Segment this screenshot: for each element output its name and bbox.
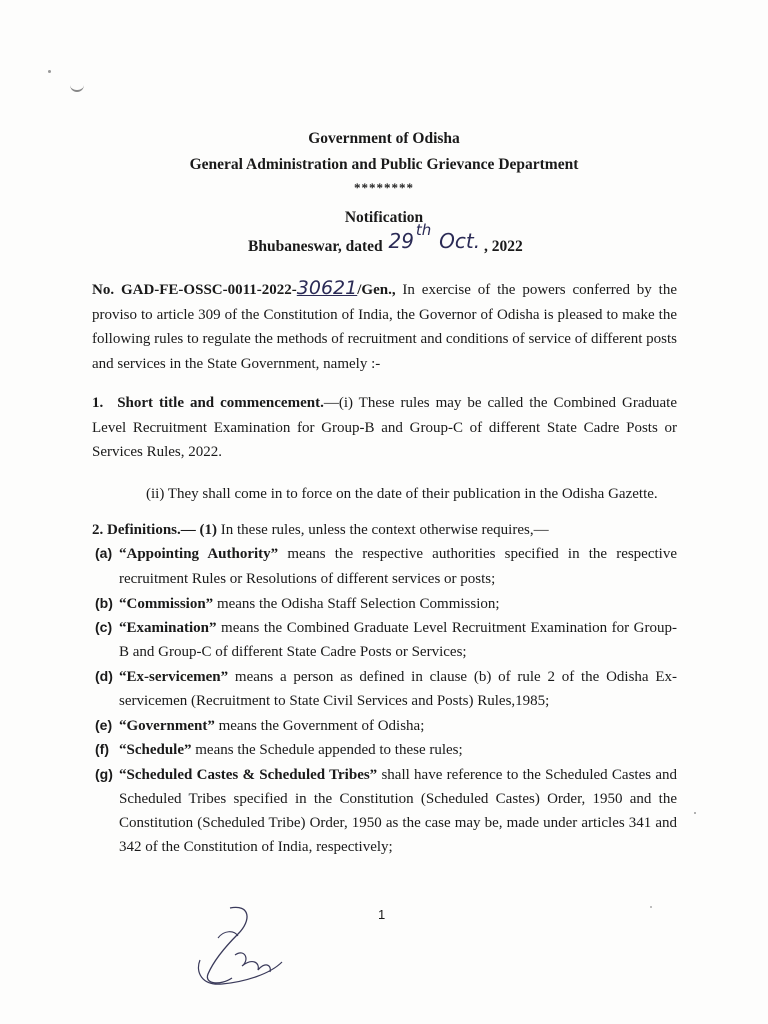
definition-g-term: “Scheduled Castes & Scheduled Tribes” [119, 767, 378, 783]
definition-e-marker: (e) [95, 717, 113, 733]
signature-scribble [190, 900, 300, 990]
section-1-sub-ii: (ii) They shall come in to force on the date of their publication in the Odisha Gazette. [146, 486, 658, 502]
section-2-intro [92, 518, 549, 543]
government-title: Government of Odisha [308, 130, 460, 147]
dated-line [248, 221, 523, 256]
definition-d-term: “Ex-servicemen” [119, 669, 229, 685]
definition-g-line3: Constitution (Scheduled Tribe) Order, 1950 as the case may be, made under articles 341 and [119, 815, 677, 831]
department-title: General Administration and Public Grievance Department [189, 156, 579, 173]
separator-stars: ******** [354, 180, 414, 195]
scan-speck [650, 906, 652, 908]
section-2-intro-text: In these rules, unless the context otherwise requires,— [217, 522, 549, 538]
definition-c-marker: (c) [95, 619, 113, 635]
definition-d-line1: “Ex-servicemen” means a person as defined in clause (b) of rule 2 of the Odisha Ex- [119, 669, 677, 685]
definition-c-line1: “Examination” means the Combined Graduate Level Recruitment Examination for Group- [119, 620, 677, 636]
scan-speck [694, 812, 696, 814]
definition-b-term: “Commission” [119, 596, 214, 612]
section-1-text: —(i) These rules may be called the Combined Graduate Level Recruitment Examination for Group-B and Group-C of different State Cadre Posts or Services Rules, 2022. [92, 395, 677, 460]
definition-a-term: “Appointing Authority” [119, 546, 279, 562]
definition-b-line1: “Commission” means the Odisha Staff Selection Commission; [119, 596, 500, 612]
page-number: 1 [378, 907, 386, 922]
definition-c-term: “Examination” [119, 620, 217, 636]
section-1-number: 1. [92, 395, 104, 411]
intro-paragraph [92, 276, 677, 376]
handwritten-month: Oct. [439, 229, 481, 253]
definition-f-line1: “Schedule” means the Schedule appended to these rules; [119, 742, 463, 758]
notification-title: Notification [344, 209, 424, 226]
definition-a-line1: “Appointing Authority” means the respective authorities specified in the respective [119, 546, 677, 562]
section-1-heading: Short title and commencement. [117, 395, 324, 411]
definition-g-line4: 342 of the Constitution of India, respectively; [119, 839, 393, 855]
definition-b-marker: (b) [95, 595, 113, 611]
intro-text: In exercise of the powers conferred by the proviso to article 309 of the Constitution of India, the Governor of Odisha is pleased to make the following rules to regulate the methods of recruitment and conditions of service of different posts and services in the State Government, namely :- [92, 282, 677, 372]
definition-d-line2: servicemen (Recruitment to State Civil Services and Posts) Rules,1985; [119, 693, 550, 709]
definition-g-marker: (g) [95, 766, 113, 782]
definition-g-line2: Scheduled Tribes specified in the Constitution (Scheduled Castes) Order, 1950 and the [119, 791, 677, 807]
scan-mark [70, 80, 84, 92]
definition-a-marker: (a) [95, 545, 113, 561]
definition-f-marker: (f) [95, 741, 109, 757]
scan-dot [48, 70, 51, 73]
handwritten-reference-number: 30621 [296, 277, 358, 299]
dated-prefix: Bhubaneswar, dated [248, 238, 383, 255]
definition-d-marker: (d) [95, 668, 113, 684]
handwritten-day: 29 [388, 229, 414, 253]
definition-c-line2: B and Group-C of different State Cadre Posts or Services; [119, 644, 467, 660]
section-2-heading: 2. Definitions.— (1) [92, 522, 217, 538]
definition-g-line1: “Scheduled Castes & Scheduled Tribes” shall have reference to the Scheduled Castes and [119, 767, 677, 783]
reference-suffix: /Gen., [357, 282, 396, 298]
dated-year: , 2022 [483, 238, 523, 255]
definition-a-line2: recruitment Rules or Resolutions of different services or posts; [119, 571, 496, 587]
definition-e-line1: “Government” means the Government of Odisha; [119, 718, 425, 734]
reference-prefix: No. GAD-FE-OSSC-0011-2022- [92, 282, 297, 298]
section-1-paragraph [92, 391, 677, 465]
handwritten-day-suffix: th [415, 221, 432, 239]
definition-e-term: “Government” [119, 718, 215, 734]
definition-f-term: “Schedule” [119, 742, 192, 758]
